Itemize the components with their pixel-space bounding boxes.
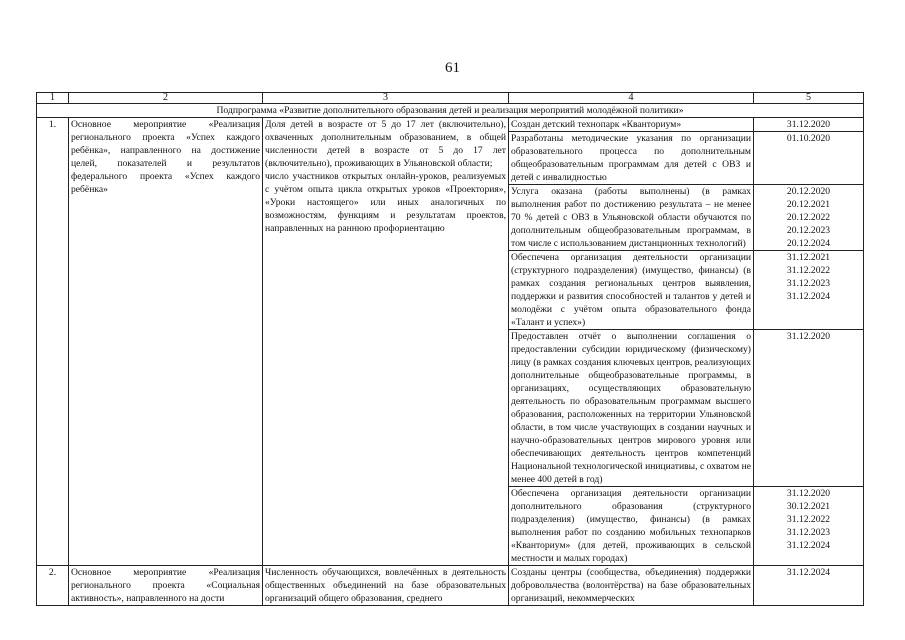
column-header-1: 1 [37,93,69,104]
date: 01.10.2020 [786,133,831,144]
dates-cell [754,185,864,251]
date: 31.12.2023 [786,278,831,289]
date: 20.12.2020 [786,186,831,197]
indicator-text: Численность обучающихся, вовлечённых в деятельность общественных объединений на базе образовательных организаций общего образования, среднего [265,567,506,604]
dates-cell [754,566,864,606]
date: 31.12.2024 [786,567,831,578]
indicator-text: число участников открытых онлайн-уроков, реализуемых с учётом опыта цикла открытых уроков «Проектория», «Уроки настоящего» или иных аналогичных по возможностям, функциям и результатам проектов, направленных на раннюю профориентацию [265,171,506,234]
date: 30.12.2021 [786,501,831,512]
result-cell: Предоставлен отчёт о выполнении соглашения о предоставлении субсидии юридическому (физическому) лицу (в рамках создания ключевых центров, реализующих дополнительные общеобразовательные программы, в организациях, осуществляющих образовательную деятельность по образовательным программам высшего образования, расположенных на территории Ульяновской области, в том числе участвующих в создании научных и научно-образовательных центров мирового уровня или обеспечивающих деятельность центров компетенций Национальной технологической инициативы, с охватом не менее 400 детей в год) [509,330,754,487]
program-table [36,92,864,606]
date: 31.12.2024 [786,540,831,551]
dates-cell [754,330,864,487]
date: 31.12.2020 [786,331,831,342]
indicator-text: Доля детей в возрасте от 5 до 17 лет (включительно), охваченных дополнительным образованием, в общей численности детей в возрасте от 5 до 17 лет (включительно), проживающих в Ульяновской области; [265,119,506,169]
date: 31.12.2020 [786,488,831,499]
column-header-5: 5 [754,93,864,104]
date: 31.12.2023 [786,527,831,538]
event-cell: Основное мероприятие «Реализация регионального проекта «Социальная активность», направленного на дости [69,566,263,606]
result-cell: Созданы центры (сообщества, объединения) поддержки добровольчества (волонтёрства) на базе образовательных организаций, некоммерческих [509,566,754,606]
page-number: 61 [445,60,460,76]
subprogram-row [37,104,864,118]
result-cell: Разработаны методические указания по организации образовательного процесса по дополнительным общеобразовательным программам для детей с ОВЗ и детей с инвалидностью [509,132,754,185]
date: 20.12.2023 [786,225,831,236]
column-header-3: 3 [263,93,509,104]
result-cell: Обеспечена организация деятельности организации дополнительного образования (структурного подразделения) (имущество, финансы) (в рамках выполнения работ по созданию мобильных технопарков «Кванториум» (для детей, проживающих в сельской местности и малых городах) [509,487,754,566]
date: 31.12.2022 [786,265,831,276]
dates-cell [754,132,864,185]
result-cell: Обеспечена организация деятельности организации (структурного подразделения) (имущество, финансы) (в рамках создания региональных центров выявления, поддержки и развития способностей и талантов у детей и молодёжи с учётом опыта образовательного фонда «Талант и успех») [509,251,754,330]
dates-cell [754,118,864,132]
event-cell: Основное мероприятие «Реализация регионального проекта «Успех каждого ребёнка», направленного на достижение целей, показателей и результатов федерального проекта «Успех каждого ребёнка» [69,118,263,566]
date: 31.12.2021 [786,252,831,263]
date: 31.12.2020 [786,119,831,130]
column-header-2: 2 [69,93,263,104]
column-header-4: 4 [509,93,754,104]
indicators-cell [263,566,509,606]
dates-cell [754,251,864,330]
date: 20.12.2021 [786,199,831,210]
row-number: 2. [37,566,69,606]
table-row [37,566,864,606]
date: 31.12.2024 [786,291,831,302]
date: 31.12.2022 [786,514,831,525]
subprogram-title: Подпрограмма «Развитие дополнительного образования детей и реализация мероприятий молодёжной политики» [37,104,864,118]
header-row [37,93,864,104]
result-cell: Услуга оказана (работы выполнены) (в рамках выполнения работ по достижению результата – не менее 70 % детей с ОВЗ в Ульяновской области обучаются по дополнительным общеобразовательным программам, в том числе с использованием дистанционных технологий) [509,185,754,251]
result-cell: Создан детский технопарк «Кванториум» [509,118,754,132]
date: 20.12.2024 [786,238,831,249]
row-number: 1. [37,118,69,566]
indicators-cell [263,118,509,566]
dates-cell [754,487,864,566]
table-row [37,118,864,132]
date: 20.12.2022 [786,212,831,223]
